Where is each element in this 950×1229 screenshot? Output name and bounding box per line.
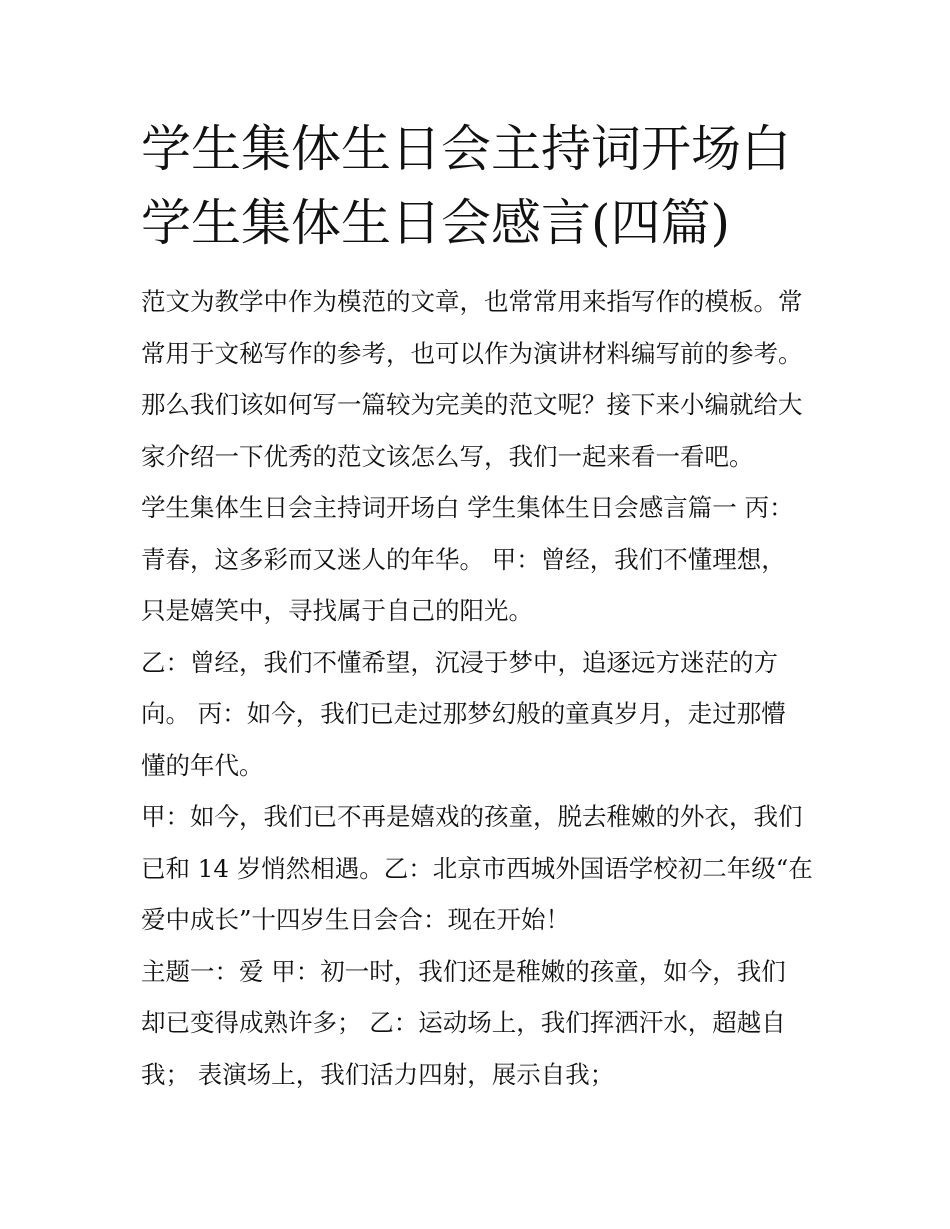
title-line: 学生集体生日会感言(四篇) — [141, 194, 731, 252]
document-body — [141, 276, 821, 1100]
body-line: 向。 丙：如今，我们已走过那梦幻般的童真岁月，走过那懵 — [141, 699, 786, 728]
body-line: 学生集体生日会主持词开场白 学生集体生日会感言篇一 丙： — [141, 493, 794, 522]
body-line: 青春，这多彩而又迷人的年华。 甲：曾经，我们不懂理想， — [141, 544, 786, 574]
document-title — [141, 112, 841, 260]
body-line: 常用于文秘写作的参考，也可以作为演讲材料编写前的参考。 — [141, 338, 803, 368]
body-line: 乙：曾经，我们不懂希望，沉浸于梦中，追逐远方迷茫的方 — [141, 647, 778, 677]
body-line: 只是嬉笑中，寻找属于自己的阳光。 — [141, 596, 533, 625]
body-line: 懂的年代。 — [141, 750, 264, 780]
body-line: 甲：如今，我们已不再是嬉戏的孩童，脱去稚嫩的外衣，我们 — [141, 802, 803, 831]
title-line: 学生集体生日会主持词开场白 — [141, 120, 791, 178]
body-line: 我； 表演场上，我们活力四射，展示自我； — [141, 1059, 615, 1089]
body-line: 却已变得成熟许多； 乙：运动场上，我们挥洒汗水，超越自 — [141, 1008, 786, 1037]
body-line: 爱中成长”十四岁生日会合：现在开始！ — [141, 905, 571, 934]
body-line: 主题一：爱 甲：初一时，我们还是稚嫩的孩童，如今，我们 — [141, 956, 786, 986]
body-line: 已和 14 岁悄然相遇。乙：北京市西城外国语学校初二年级“在 — [141, 853, 813, 883]
body-line: 那么我们该如何写一篇较为完美的范文呢？接下来小编就给大 — [141, 390, 803, 419]
body-line: 家介绍一下优秀的范文该怎么写，我们一起来看一看吧。 — [141, 441, 754, 471]
body-line: 范文为教学中作为模范的文章，也常常用来指写作的模板。常 — [141, 287, 803, 316]
